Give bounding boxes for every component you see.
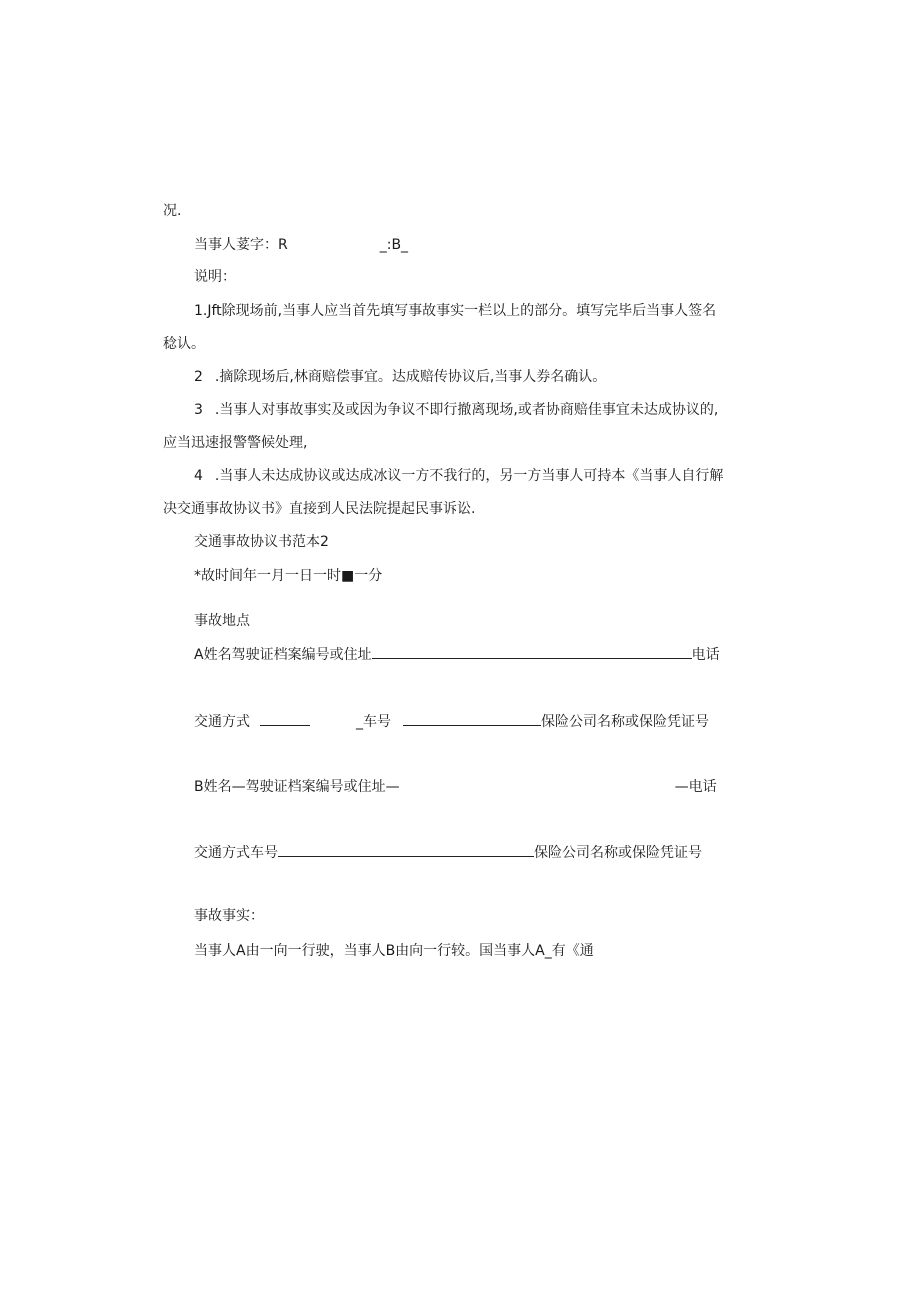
party-b-phone-label: —电话 bbox=[674, 779, 717, 795]
note-3-number: 3 bbox=[194, 402, 203, 418]
accident-place: 事故地点 bbox=[194, 613, 250, 629]
party-a-mode-blank[interactable] bbox=[260, 713, 310, 726]
party-a-plate-label: _车号 bbox=[356, 714, 391, 730]
note-2-text: .摘除现场后,林商赔偿事宜。达成赔传协议后,当事人券名确认。 bbox=[214, 369, 607, 385]
note-2-number: 2 bbox=[194, 369, 203, 385]
party-b-mode-plate-label: 交通方式车号 bbox=[194, 845, 278, 861]
note-1-line-1: 1.Jft除现场前,当事人应当首先填写事故事实一栏以上的部分。填写完毕后当事人签名 bbox=[194, 303, 717, 319]
note-3-text: .当事人对事故事实及或因为争议不即行撤离现场,或者协商赔佳事宜未达成协议的, bbox=[214, 402, 719, 418]
facts-text: 当事人A由一向一行驶，当事人B由向一行较。国当事人A_有《通 bbox=[194, 943, 594, 959]
party-b-row bbox=[194, 777, 717, 797]
party-a-phone-label: 电话 bbox=[691, 647, 720, 663]
party-a-row bbox=[194, 645, 720, 665]
note-2 bbox=[194, 367, 606, 387]
accident-time: *故时间年一月一日一时■一分 bbox=[194, 568, 383, 584]
note-4 bbox=[194, 466, 723, 486]
party-a-mode-label: 交通方式 bbox=[194, 714, 250, 730]
party-a-plate-blank[interactable] bbox=[403, 713, 541, 726]
continuation-text: 况. bbox=[163, 203, 182, 219]
note-title: 说明： bbox=[194, 269, 236, 285]
signature-tail: _:B_ bbox=[379, 237, 409, 253]
party-a-id-blank[interactable] bbox=[372, 646, 692, 659]
note-1-line-2: 稔认。 bbox=[163, 336, 205, 352]
signature-line bbox=[194, 235, 408, 255]
party-a-vehicle-row bbox=[194, 712, 709, 732]
note-3 bbox=[194, 400, 718, 420]
party-a-insurance-label: 保险公司名称或保险凭证号 bbox=[541, 714, 709, 730]
note-4-number: 4 bbox=[194, 468, 203, 484]
note-4-line-2: 决交通事故协议书》直接到人民法院提起民事诉讼. bbox=[163, 501, 476, 517]
facts-title: 事故事实： bbox=[194, 908, 264, 924]
party-b-insurance-label: 保险公司名称或保险凭证号 bbox=[534, 845, 702, 861]
party-b-label: B姓名—驾驶证档案编号或住址— bbox=[194, 779, 400, 795]
signature-label: 当事人荽字：R bbox=[194, 237, 288, 253]
party-b-vehicle-row bbox=[194, 843, 702, 863]
sample-title: 交通事故协议书范本2 bbox=[194, 534, 329, 550]
party-b-plate-blank[interactable] bbox=[278, 844, 534, 857]
party-a-label: A姓名驾驶证档案编号或住址 bbox=[194, 647, 372, 663]
note-3-line-2: 应当迅速报警警候处理, bbox=[163, 435, 308, 451]
note-4-text: .当事人未达成协议或达成冰议一方不我行的，另一方当事人可持本《当事人自行解 bbox=[214, 468, 724, 484]
